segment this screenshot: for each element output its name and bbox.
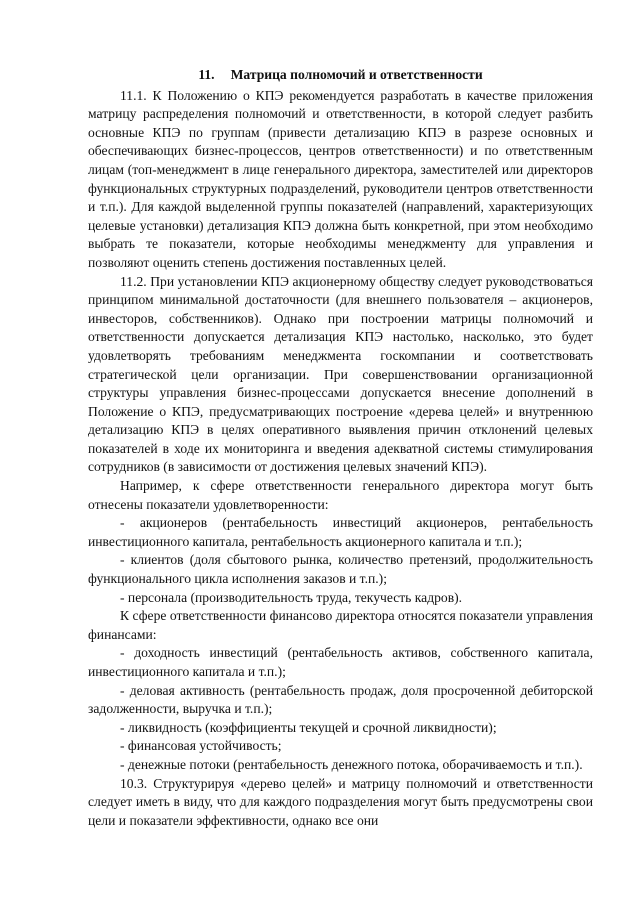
ceo-indicator-list	[88, 514, 593, 607]
list-item: - финансовая устойчивость;	[120, 738, 282, 754]
cfo-indicator-list	[88, 644, 593, 774]
list-item: - акционеров (рентабельность инвестиций акционеров, рентабельность инвестиционного капитала, рентабельность акционерного капитала и т.п.);	[88, 515, 593, 549]
paragraph-11-1: 11.1. К Положению о КПЭ рекомендуется разработать в качестве приложения матрицу распределения полномочий и ответственности, в которой следует разбить основные КПЭ по группам (привести детализацию КПЭ в разрезе основных и обеспечивающих бизнес-процессов, центров ответственности) и по ответственным лицам (топ-менеджмент в лице генерального директора, заместителей или директоров функциональных структурных подразделений, руководители центров ответственности и т.п.). Для каждой выделенной группы показателей (направлений, характеризующих целевые установки) детализация КПЭ должна быть конкретной, при этом необходимо выбрать те показатели, которые необходимы менеджменту для управления и позволяют оценить степень достижения поставленных целей.	[88, 87, 593, 270]
list-item: - клиентов (доля сбытового рынка, количество претензий, продолжительность функционального цикла исполнения заказов и т.п.);	[88, 552, 593, 587]
paragraph-cfo: К сфере ответственности финансово директора относятся показатели управления финансами:	[88, 608, 593, 642]
list-item: - персонала (производительность труда, текучесть кадров).	[120, 589, 463, 605]
list-item: - доходность инвестиций (рентабельность активов, собственного капитала, инвестиционного капитала и т.п.);	[88, 645, 593, 679]
paragraph-10-3: 10.3. Структурируя «дерево целей» и матрицу полномочий и ответственности следует иметь в виду, что для каждого подразделения могут быть предусмотрены свои цели и показатели эффективности, однако все они	[88, 775, 593, 828]
section-title: Матрица полномочий и ответственности	[230, 67, 483, 82]
paragraph-11-2: 11.2. При установлении КПЭ акционерному обществу следует руководствоваться принципом минимальной достаточности (для внешнего пользователя – акционеров, инвесторов, собственников). Однако при построении матрицы полномочий и ответственности допускается детализация КПЭ настолько, насколько, это будет удовлетворять требованиям менеджмента госкомпании и соответствовать стратегической цели организации. При совершенствовании организационной структуры управления бизнес-процессами допускается внесение дополнений в Положение о КПЭ, предусматривающих построение «дерева целей» и внутреннюю детализацию КПЭ в целях оперативного выявления причин отклонений целевых показателей в ходе их мониторинга и введения адекватной системы стимулирования сотрудников (в зависимости от достижения целевых значений КПЭ).	[88, 273, 593, 475]
paragraph-ceo-example: Например, к сфере ответственности генерального директора могут быть отнесены показатели удовлетворенности:	[88, 478, 593, 512]
list-item: - денежные потоки (рентабельность денежного потока, оборачиваемость и т.п.).	[120, 756, 583, 772]
section-number: 11.	[198, 67, 215, 82]
section-heading	[88, 66, 593, 85]
list-item: - ликвидность (коэффициенты текущей и срочной ликвидности);	[120, 719, 497, 735]
document-page	[88, 66, 593, 830]
list-item: - деловая активность (рентабельность продаж, доля просроченной дебиторской задолженности, выручка и т.п.);	[88, 682, 593, 717]
